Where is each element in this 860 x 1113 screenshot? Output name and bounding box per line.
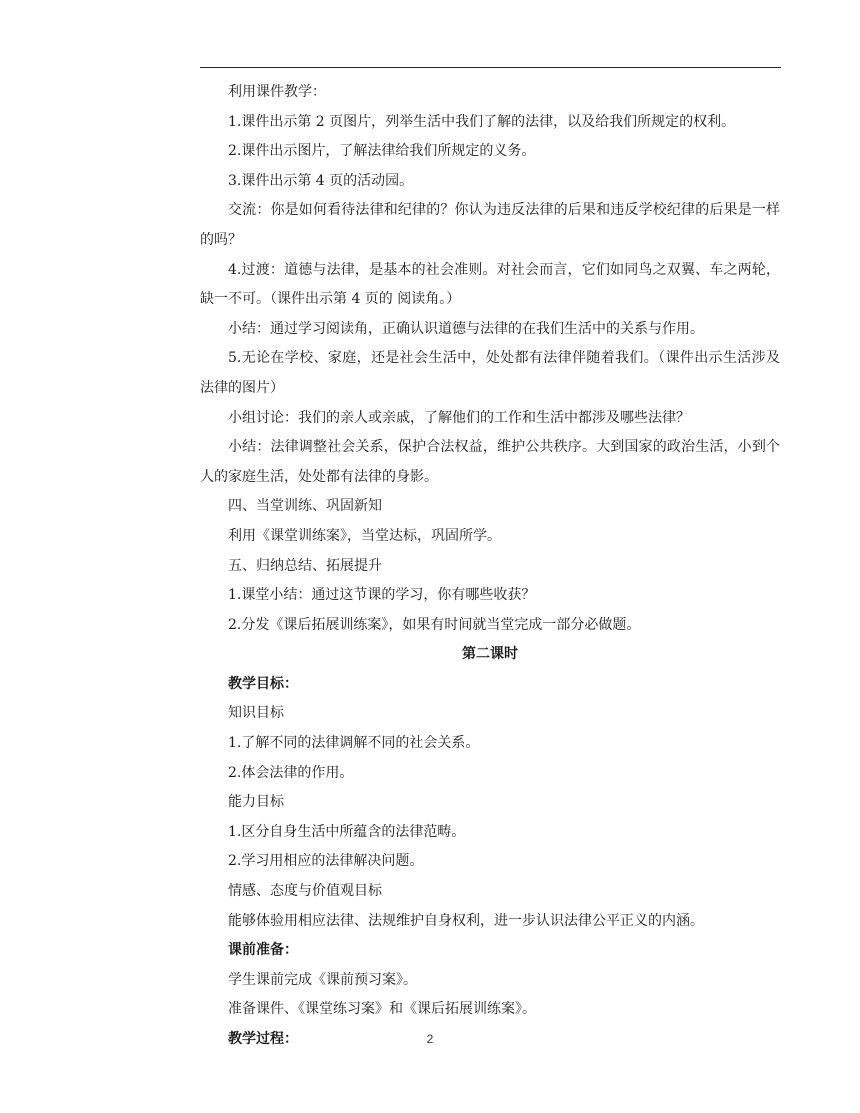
paragraph-summary-2: 小结：法律调整社会关系，保护合法权益，维护公共秩序。大到国家的政治生活，小到个人的家庭生活，处处都有法律的身影。 xyxy=(200,439,780,485)
paragraph-group-discussion: 小组讨论：我们的亲人或亲戚，了解他们的工作和生活中都涉及哪些法律？ xyxy=(228,409,690,426)
header-rule xyxy=(200,67,781,68)
page-number: 2 xyxy=(426,1032,434,1046)
goal-item-2: 2.体会法律的作用。 xyxy=(228,764,354,781)
list-item-5: 5.无论在学校、家庭，还是社会生活中，处处都有法律伴随着我们。（课件出示生活涉及法律的图片） xyxy=(200,350,780,396)
goal-category-emotion: 情感、态度与价值观目标 xyxy=(228,883,382,900)
paragraph-summary-1: 小结：通过学习阅读角，正确认识道德与法律的在我们生活中的关系与作用。 xyxy=(228,320,704,337)
goal-item-5: 能够体验用相应法律、法规维护自身权利，进一步认识法律公平正义的内涵。 xyxy=(228,912,704,929)
paragraph-intro: 利用课件教学： xyxy=(228,84,326,100)
heading-preparation: 课前准备： xyxy=(228,942,298,959)
section-heading-5: 五、归纳总结、拓展提升 xyxy=(228,557,382,574)
prep-item-1: 学生课前完成《课前预习案》。 xyxy=(228,971,417,988)
goal-item-4: 2.学习用相应的法律解决问题。 xyxy=(228,853,424,870)
goal-item-3: 1.区分自身生活中所蕴含的法律范畴。 xyxy=(228,823,466,840)
paragraph-practice: 利用《课堂训练案》，当堂达标，巩固所学。 xyxy=(228,527,501,544)
list-item-4: 4.过渡：道德与法律，是基本的社会准则。对社会而言，它们如同鸟之双翼、车之两轮，缺一不可。（课件出示第 4 页的 阅读角。） xyxy=(200,261,780,308)
paragraph-exchange: 交流：你是如何看待法律和纪律的？你认为违反法律的后果和违反学校纪律的后果是一样的吗？ xyxy=(200,202,780,248)
list-item-3: 3.课件出示第 4 页的活动园。 xyxy=(228,172,414,189)
heading-teaching-goals: 教学目标： xyxy=(228,675,298,692)
section-heading-4: 四、当堂训练、巩固新知 xyxy=(228,498,382,515)
goal-category-ability: 能力目标 xyxy=(228,794,284,811)
prep-item-2: 准备课件、《课堂练习案》和《课后拓展训练案》。 xyxy=(228,1001,536,1018)
goal-item-1: 1.了解不同的法律调解不同的社会关系。 xyxy=(228,735,480,752)
list-item-2: 2.课件出示图片，了解法律给我们所规定的义务。 xyxy=(228,143,536,160)
lesson-title: 第二课时 xyxy=(462,646,518,663)
heading-teaching-process: 教学过程： xyxy=(228,1031,298,1047)
list-item-summary: 1.课堂小结：通过这节课的学习，你有哪些收获？ xyxy=(228,587,536,604)
list-item-1: 1.课件出示第 2 页图片，列举生活中我们了解的法律，以及给我们所规定的权利。 xyxy=(228,113,736,130)
document-body xyxy=(200,78,780,1055)
goal-category-knowledge: 知识目标 xyxy=(228,705,284,722)
list-item-distribute: 2.分发《课后拓展训练案》，如果有时间就当堂完成一部分必做题。 xyxy=(228,616,641,633)
